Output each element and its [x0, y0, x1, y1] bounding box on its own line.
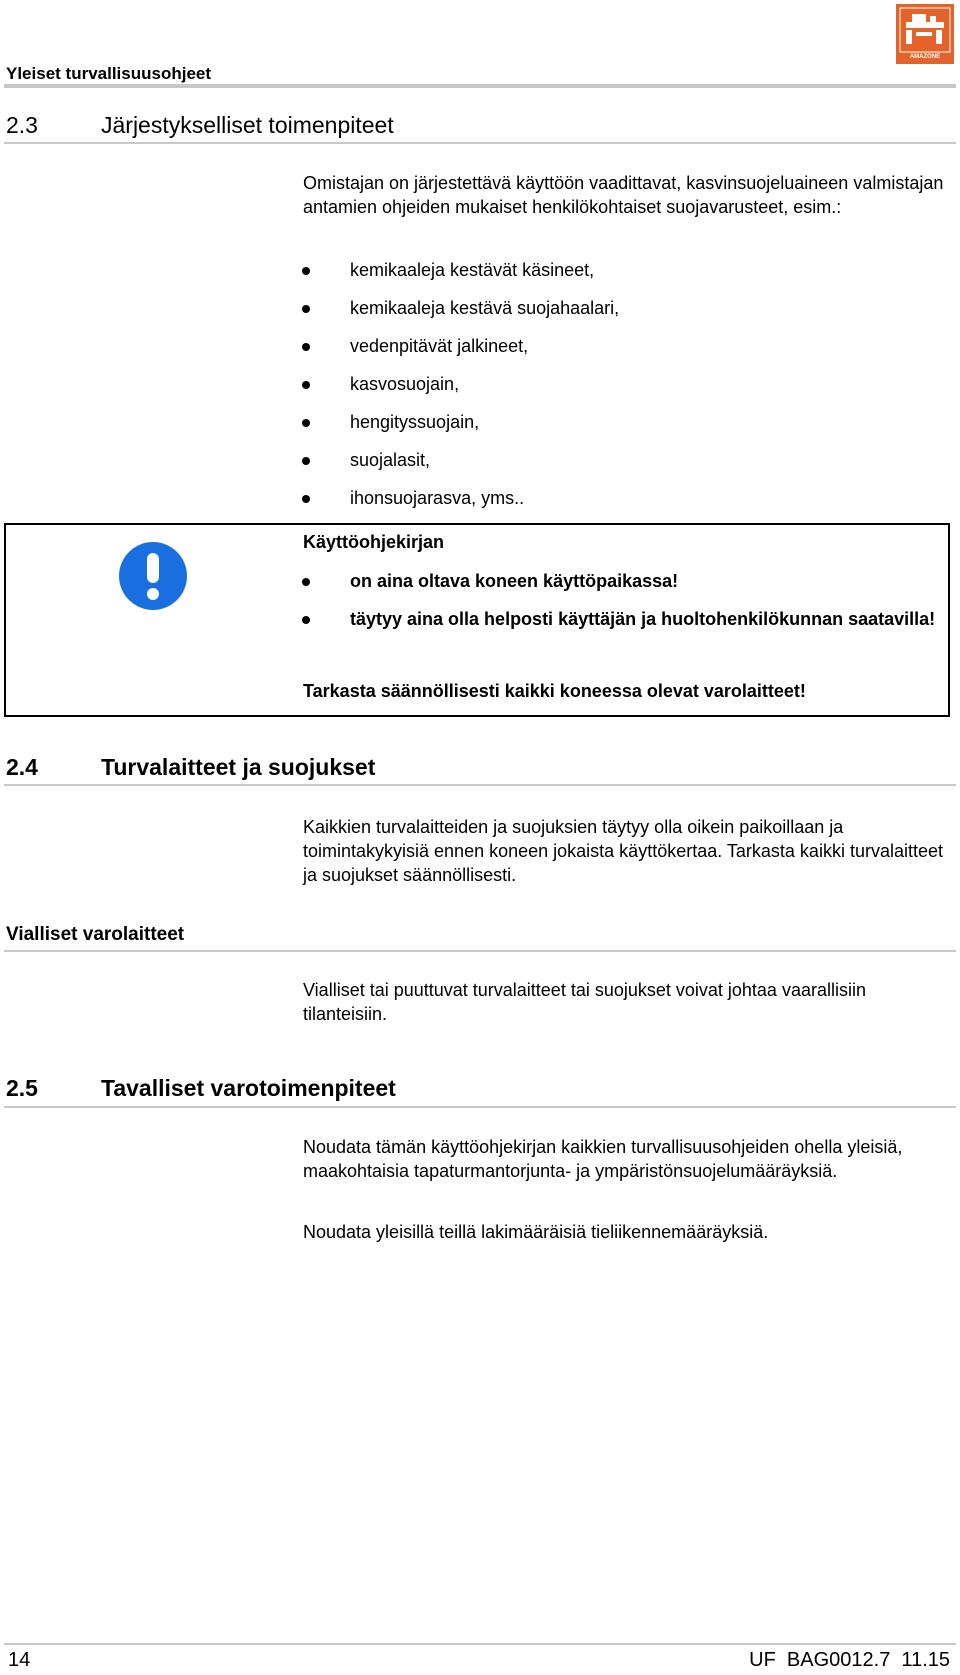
bullet-icon	[302, 267, 310, 275]
page-number: 14	[8, 1649, 31, 1671]
section-2-4-body: Kaikkien turvalaitteiden ja suojuksien täytyy olla oikein paikoillaan ja toimintakykyisiä ennen koneen jokaista käyttökertaa. Tarkasta kaikki turvalaitteet ja suojukset säännöllisesti.	[303, 817, 943, 885]
bullet-icon	[302, 616, 310, 624]
bullet-icon	[302, 495, 310, 503]
amazone-logo	[896, 4, 954, 64]
section-heading-2-4	[6, 754, 375, 781]
section-rule	[4, 784, 956, 786]
bullet-icon	[302, 305, 310, 313]
notice-closing: Tarkasta säännöllisesti kaikki koneessa olevat varolaitteet!	[303, 681, 806, 701]
bullet-icon	[302, 343, 310, 351]
section-2-5-body-1: Noudata tämän käyttöohjekirjan kaikkien turvallisuusohjeiden ohella yleisiä, maakohtaisia tapaturmantorjunta- ja ympäristönsuojelumääräyksiä.	[303, 1137, 903, 1181]
section-2-5-body-2: Noudata yleisillä teillä lakimääräisiä tieliikennemääräyksiä.	[303, 1222, 769, 1242]
section-title: Turvalaitteet ja suojukset	[101, 754, 376, 780]
notice-lead: Käyttöohjekirjan	[303, 532, 445, 552]
section-rule	[4, 1106, 956, 1108]
section-number: 2.3	[6, 112, 38, 138]
section-title: Järjestykselliset toimenpiteet	[101, 112, 394, 138]
section-number: 2.4	[6, 754, 38, 780]
section-2-3-intro: Omistajan on järjestettävä käyttöön vaadittavat, kasvinsuojeluaineen valmistajan antamien ohjeiden mukaiset henkilökohtaiset suojavarusteet, esim.:	[303, 173, 944, 217]
bullet-icon	[302, 457, 310, 465]
bullet-icon	[302, 578, 310, 586]
section-heading-2-5	[6, 1075, 396, 1102]
section-rule	[4, 142, 956, 144]
subsection-title: Vialliset varolaitteet	[6, 924, 185, 945]
section-title: Tavalliset varotoimenpiteet	[101, 1075, 396, 1101]
document-id: UF BAG0012.7 11.15	[749, 1649, 950, 1671]
running-title: Yleiset turvallisuusohjeet	[6, 64, 212, 83]
exclamation-icon	[118, 541, 188, 611]
subsection-rule	[4, 950, 956, 952]
footer-rule	[4, 1643, 956, 1645]
bullet-icon	[302, 381, 310, 389]
section-heading-2-3	[6, 112, 394, 139]
subsection-body: Vialliset tai puuttuvat turvalaitteet tai suojukset voivat johtaa vaarallisiin tilanteisiin.	[303, 980, 866, 1024]
logo-wordmark: AMAZONE	[909, 54, 941, 60]
header-rule	[4, 84, 956, 88]
section-number: 2.5	[6, 1075, 38, 1101]
bullet-icon	[302, 419, 310, 427]
notice-item: täytyy aina olla helposti käyttäjän ja huoltohenkilökunnan saatavilla!	[300, 607, 940, 631]
